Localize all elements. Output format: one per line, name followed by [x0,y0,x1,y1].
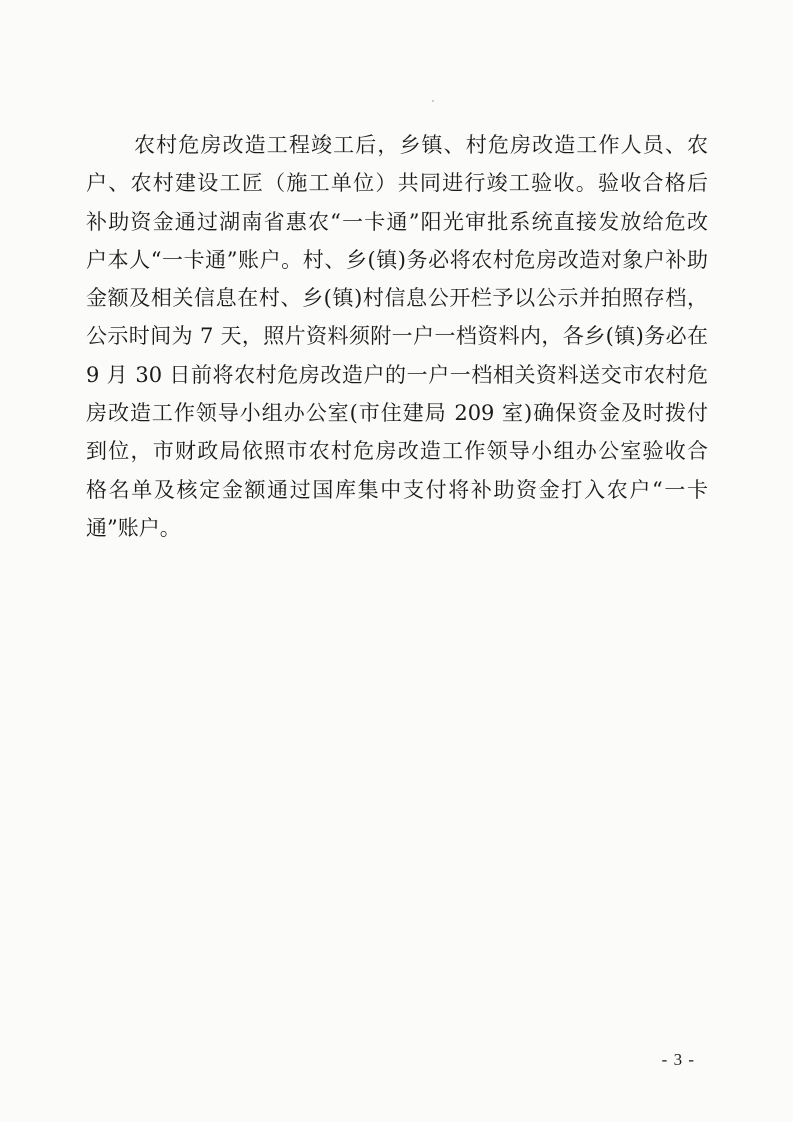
paragraph-line: 户本人“一卡通”账户。村、乡(镇)务必将农村危房改造对象户补助 [86,247,708,272]
body-paragraph [86,126,708,547]
paragraph-line: 户、农村建设工匠（施工单位）共同进行竣工验收。验收合格后 [86,171,708,196]
paragraph-line: 补助资金通过湖南省惠农“一卡通”阳光审批系统直接发放给危改 [86,209,708,234]
paragraph-line: 公示时间为 7 天，照片资料须附一户一档资料内，各乡(镇)务必在 [86,324,708,349]
scan-speck [432,100,434,102]
page-number: - 3 - [661,1050,695,1069]
paragraph-line: 通”账户。 [86,515,181,540]
paragraph-line: 格名单及核定金额通过国库集中支付将补助资金打入农户“一卡 [86,477,708,502]
paragraph-line: 到位，市财政局依照市农村危房改造工作领导小组办公室验收合 [86,439,708,464]
paragraph-line: 金额及相关信息在村、乡(镇)村信息公开栏予以公示并拍照存档， [86,286,708,311]
paragraph-line: 农村危房改造工程竣工后，乡镇、村危房改造工作人员、农 [134,133,708,157]
paragraph-line: 9 月 30 日前将农村危房改造户的一户一档相关资料送交市农村危 [86,362,708,387]
paragraph-line: 房改造工作领导小组办公室(市住建局 209 室)确保资金及时拨付 [86,401,708,426]
